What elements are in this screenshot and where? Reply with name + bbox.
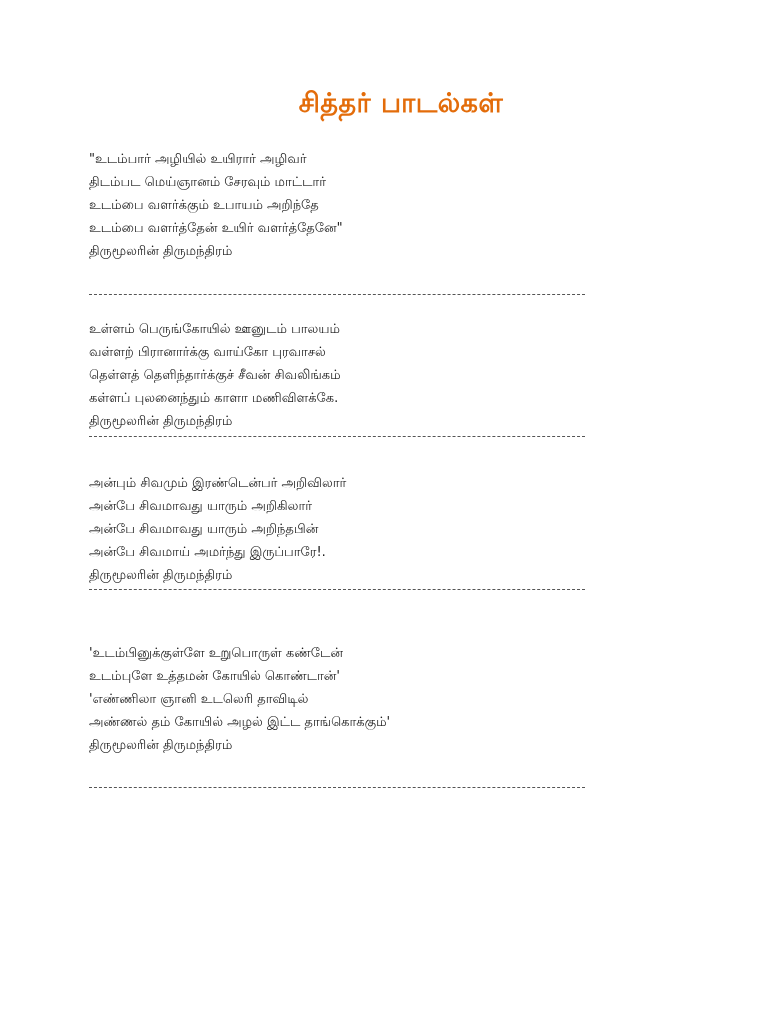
section-divider (89, 436, 585, 437)
verse-line: வள்ளற் பிரானார்க்கு வாய்கோ புரவாசல் (89, 345, 326, 360)
section-divider (89, 589, 585, 590)
verse-line: தெள்ளத் தெளிந்தார்க்குச் சீவன் சிவலிங்கம் (89, 368, 341, 383)
section-divider (89, 294, 585, 295)
verse-line: உடம்பை வளர்த்தேன் உயிர் வளர்த்தேனே" (89, 221, 343, 236)
verse-line: அண்ணல் தம் கோயில் அழல் இட்ட தாங்கொக்கும்' (89, 715, 391, 730)
page-title: சித்தர் பாடல்கள் (298, 88, 504, 119)
verse-line: உடம்பை வளர்க்கும் உபாயம் அறிந்தே (89, 198, 319, 213)
verse-line: அன்பே சிவமாவது யாரும் அறிந்தபின் (89, 522, 319, 537)
verse-line: உள்ளம் பெருங்கோயில் ஊனுடம் பாலயம் (89, 322, 340, 337)
verse-line: கள்ளப் புலனைந்தும் காளா மணிவிளக்கே. (89, 391, 339, 406)
verse-section-4 (89, 642, 589, 757)
verse-line: திடம்பட மெய்ஞானம் சேரவும் மாட்டார் (89, 175, 327, 190)
verse-attribution: திருமூலரின் திருமந்திரம் (89, 414, 233, 429)
verse-attribution: திருமூலரின் திருமந்திரம் (89, 568, 233, 583)
verse-attribution: திருமூலரின் திருமந்திரம் (89, 738, 233, 753)
verse-line: அன்பும் சிவமும் இரண்டென்பர் அறிவிலார் (89, 476, 347, 491)
verse-line: அன்பே சிவமாய் அமர்ந்து இருப்பாரே!. (89, 545, 326, 560)
verse-line: 'உடம்பினுக்குள்ளே உறுபொருள் கண்டேன் (89, 646, 343, 661)
verse-line: அன்பே சிவமாவது யாரும் அறிகிலார் (89, 499, 313, 514)
section-divider (89, 787, 585, 788)
verse-line: உடம்புளே உத்தமன் கோயில் கொண்டான்' (89, 669, 340, 684)
verse-line: "உடம்பார் அழியில் உயிரார் அழிவர் (89, 152, 307, 167)
verse-section-1 (89, 148, 589, 263)
verse-section-3 (89, 472, 589, 587)
verse-line: 'எண்ணிலா ஞானி உடலெரி தாவிடில் (89, 692, 309, 707)
verse-attribution: திருமூலரின் திருமந்திரம் (89, 244, 233, 259)
verse-section-2 (89, 318, 589, 433)
